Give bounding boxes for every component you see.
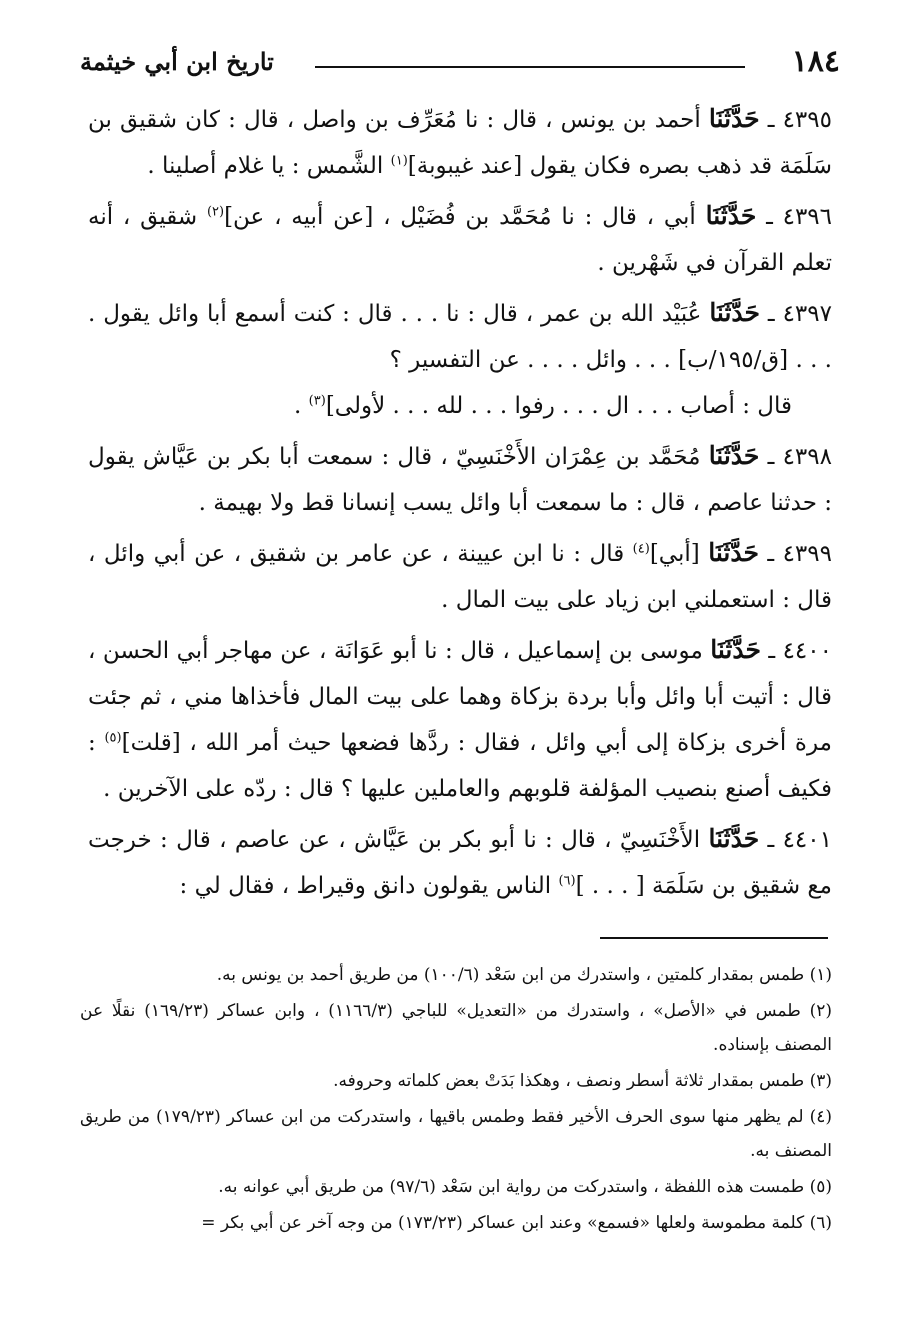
haddathana-word: حَدَّثَنَا: [708, 104, 760, 133]
footnote-2: (٢) طمس في «الأصل» ، واستدرك من «التعديل» للباجي (١١٦٦/٣) ، وابن عساكر (١٦٩/٢٣) نقلًا عن المصنف بإسناده.: [80, 1001, 832, 1055]
entry-line-end: .: [294, 393, 302, 419]
header-rule: [315, 66, 745, 68]
entry-text-cont: الناس يقولون دانق وقيراط ، فقال لي :: [179, 873, 552, 899]
hadith-entry-4400: ٤٤٠٠ ـ حَدَّثَنَا موسى بن إسماعيل ، قال : نا أبو عَوَانَة ، عن مهاجر أبي الحسن ، قال : أتيت أبا وائل وأبا بردة بزكاة وهما على بيت المال فأخذاها مني ، ثم جئت مرة أخرى بزكاة إلى أبي وائل ، فقال : ردَّها فضعها حيث أمر الله ، [قلت]$^{(٥)}$ : فكيف أصنع بنصيب المؤلفة قلوبهم والعاملين عليها ؟ قال : ردّه على الآخرين .: [88, 635, 832, 802]
entry-number: ٤٤٠٠: [782, 638, 832, 664]
haddathana-word: حَدَّثَنَا: [709, 298, 761, 327]
entry-text: [أبي]: [649, 541, 700, 567]
hadith-entry-4395: ٤٣٩٥ ـ حَدَّثَنَا أحمد بن يونس ، قال : نا مُعَرِّف بن واصل ، قال : كان شقيق بن سَلَمَة قد ذهب بصره فكان يقول [عند غيبوبة]$^{(١)}$ الشَّمس : يا غلام أصلينا .: [88, 104, 832, 179]
hadith-entry-4397: ٤٣٩٧ ـ حَدَّثَنَا عُبَيْد الله بن عمر ، قال : نا . . . قال : كنت أسمع أبا وائل يقول . . . . [ق/١٩٥/ب] . . . وائل . . . . عن التفسير ؟ قال : أصاب . . . ال . . . رفوا . . . لله . . . لأولى]$^{(٣)}$ .: [88, 298, 832, 419]
entry-text-cont: قال : نا ابن عيينة ، عن عامر بن شقيق ، عن أبي وائل ، قال : استعملني ابن زياد على بيت المال .: [88, 541, 832, 613]
footnotes: [80, 958, 832, 1242]
page-number: ١٨٤: [791, 44, 840, 79]
entry-text-cont: : فكيف أصنع بنصيب المؤلفة قلوبهم والعاملين عليها ؟ قال : ردّه على الآخرين .: [88, 730, 832, 802]
footnote-ref: (٣): [308, 393, 326, 409]
footnote-ref: (٢): [206, 204, 225, 220]
haddathana-word: حَدَّثَنَا: [705, 201, 757, 230]
haddathana-word: حَدَّثَنَا: [708, 441, 760, 470]
entry-text-cont: الشَّمس : يا غلام أصلينا .: [147, 153, 384, 179]
entry-text: أحمد بن يونس ، قال : نا مُعَرِّف بن واصل ، قال : كان شقيق بن سَلَمَة قد ذهب بصره فكان يقول [عند غيبوبة]: [88, 107, 832, 179]
haddathana-word: حَدَّثَنَا: [710, 635, 761, 664]
page-header: [80, 40, 840, 84]
haddathana-word: حَدَّثَنَا: [708, 824, 760, 853]
footnote-ref: (٦): [558, 873, 576, 889]
hadith-entry-4398: ٤٣٩٨ ـ حَدَّثَنَا مُحَمَّد بن عِمْرَان الأَخْنَسِيّ ، قال : سمعت أبا بكر بن عَيَّاش يقول : حدثنا عاصم ، قال : ما سمعت أبا وائل يسب إنسانا قط ولا بهيمة .: [88, 441, 832, 516]
footnote-3: (٣) طمس بمقدار ثلاثة أسطر ونصف ، وهكذا بَدَتْ بعض كلماته وحروفه.: [333, 1071, 832, 1091]
entry-text-cont: شقيق ، أنه تعلم القرآن في شَهْرين .: [88, 204, 832, 276]
entry-text: موسى بن إسماعيل ، قال : نا أبو عَوَانَة ، عن مهاجر أبي الحسن ، قال : أتيت أبا وائل وأبا بردة بزكاة وهما على بيت المال فأخذاها مني ، ثم جئت مرة أخرى بزكاة إلى أبي وائل ، فقال : ردَّها فضعها حيث أمر الله ، [قلت]: [88, 638, 832, 756]
entry-text: أبي ، قال : نا مُحَمَّد بن فُضَيْل ، [عن أبيه ، عن]: [224, 204, 696, 230]
footnote-5: (٥) طمست هذه اللفظة ، واستدركت من رواية ابن سَعْد (٩٧/٦) من طريق أبي عوانه به.: [218, 1177, 832, 1197]
footnote-6: (٦) كلمة مطموسة ولعلها «فسمع» وعند ابن عساكر (١٧٣/٢٣) من وجه آخر عن أبي بكر =: [201, 1213, 832, 1233]
hadith-entry-4396: ٤٣٩٦ ـ حَدَّثَنَا أبي ، قال : نا مُحَمَّد بن فُضَيْل ، [عن أبيه ، عن]$^{(٢)}$ شقيق ، أنه تعلم القرآن في شَهْرين .: [88, 201, 833, 276]
entry-text: الأَخْنَسِيّ ، قال : نا أبو بكر بن عَيَّاش ، عن عاصم ، قال : خرجت مع شقيق بن سَلَمَة [ . . . ]: [88, 827, 832, 899]
entry-line: قال : أصاب . . . ال . . . رفوا . . . لله . . . لأولى]: [325, 393, 792, 419]
entry-text: عُبَيْد الله بن عمر ، قال : نا . . . قال : كنت أسمع أبا وائل يقول . . . . [ق/١٩٥/ب] . . . وائل . . . . عن التفسير ؟: [88, 301, 832, 373]
entry-number: ٤٣٩٨: [782, 444, 832, 470]
entry-number: ٤٣٩٧: [782, 301, 832, 327]
entry-number: ٤٣٩٥: [782, 107, 832, 133]
footnote-separator: [600, 937, 828, 939]
entry-number: ٤٤٠١: [782, 827, 832, 853]
footnote-4: (٤) لم يظهر منها سوى الحرف الأخير فقط وطمس باقيها ، واستدركت من ابن عساكر (١٧٩/٢٣) من طريق المصنف به.: [80, 1107, 833, 1161]
main-text: [88, 96, 832, 913]
entry-text: مُحَمَّد بن عِمْرَان الأَخْنَسِيّ ، قال : سمعت أبا بكر بن عَيَّاش يقول : حدثنا عاصم ، قال : ما سمعت أبا وائل يسب إنسانا قط ولا بهيمة .: [88, 444, 832, 516]
hadith-entry-4399: ٤٣٩٩ ـ حَدَّثَنَا [أبي]$^{(٤)}$ قال : نا ابن عيينة ، عن عامر بن شقيق ، عن أبي وائل ، قال : استعملني ابن زياد على بيت المال .: [88, 538, 832, 613]
haddathana-word: حَدَّثَنَا: [708, 538, 759, 567]
book-title: تاريخ ابن أبي خيثمة: [80, 47, 274, 76]
entry-number: ٤٣٩٩: [782, 541, 832, 567]
footnote-1: (١) طمس بمقدار كلمتين ، واستدرك من ابن سَعْد (١٠٠/٦) من طريق أحمد بن يونس به.: [216, 965, 832, 985]
footnote-ref: (٤): [632, 541, 650, 557]
hadith-entry-4401: ٤٤٠١ ـ حَدَّثَنَا الأَخْنَسِيّ ، قال : نا أبو بكر بن عَيَّاش ، عن عاصم ، قال : خرجت مع شقيق بن سَلَمَة [ . . . ]$^{(٦)}$ الناس يقولون دانق وقيراط ، فقال لي :: [88, 824, 832, 899]
entry-number: ٤٣٩٦: [782, 204, 833, 230]
footnote-ref: (١): [390, 153, 408, 169]
footnote-ref: (٥): [104, 730, 122, 746]
